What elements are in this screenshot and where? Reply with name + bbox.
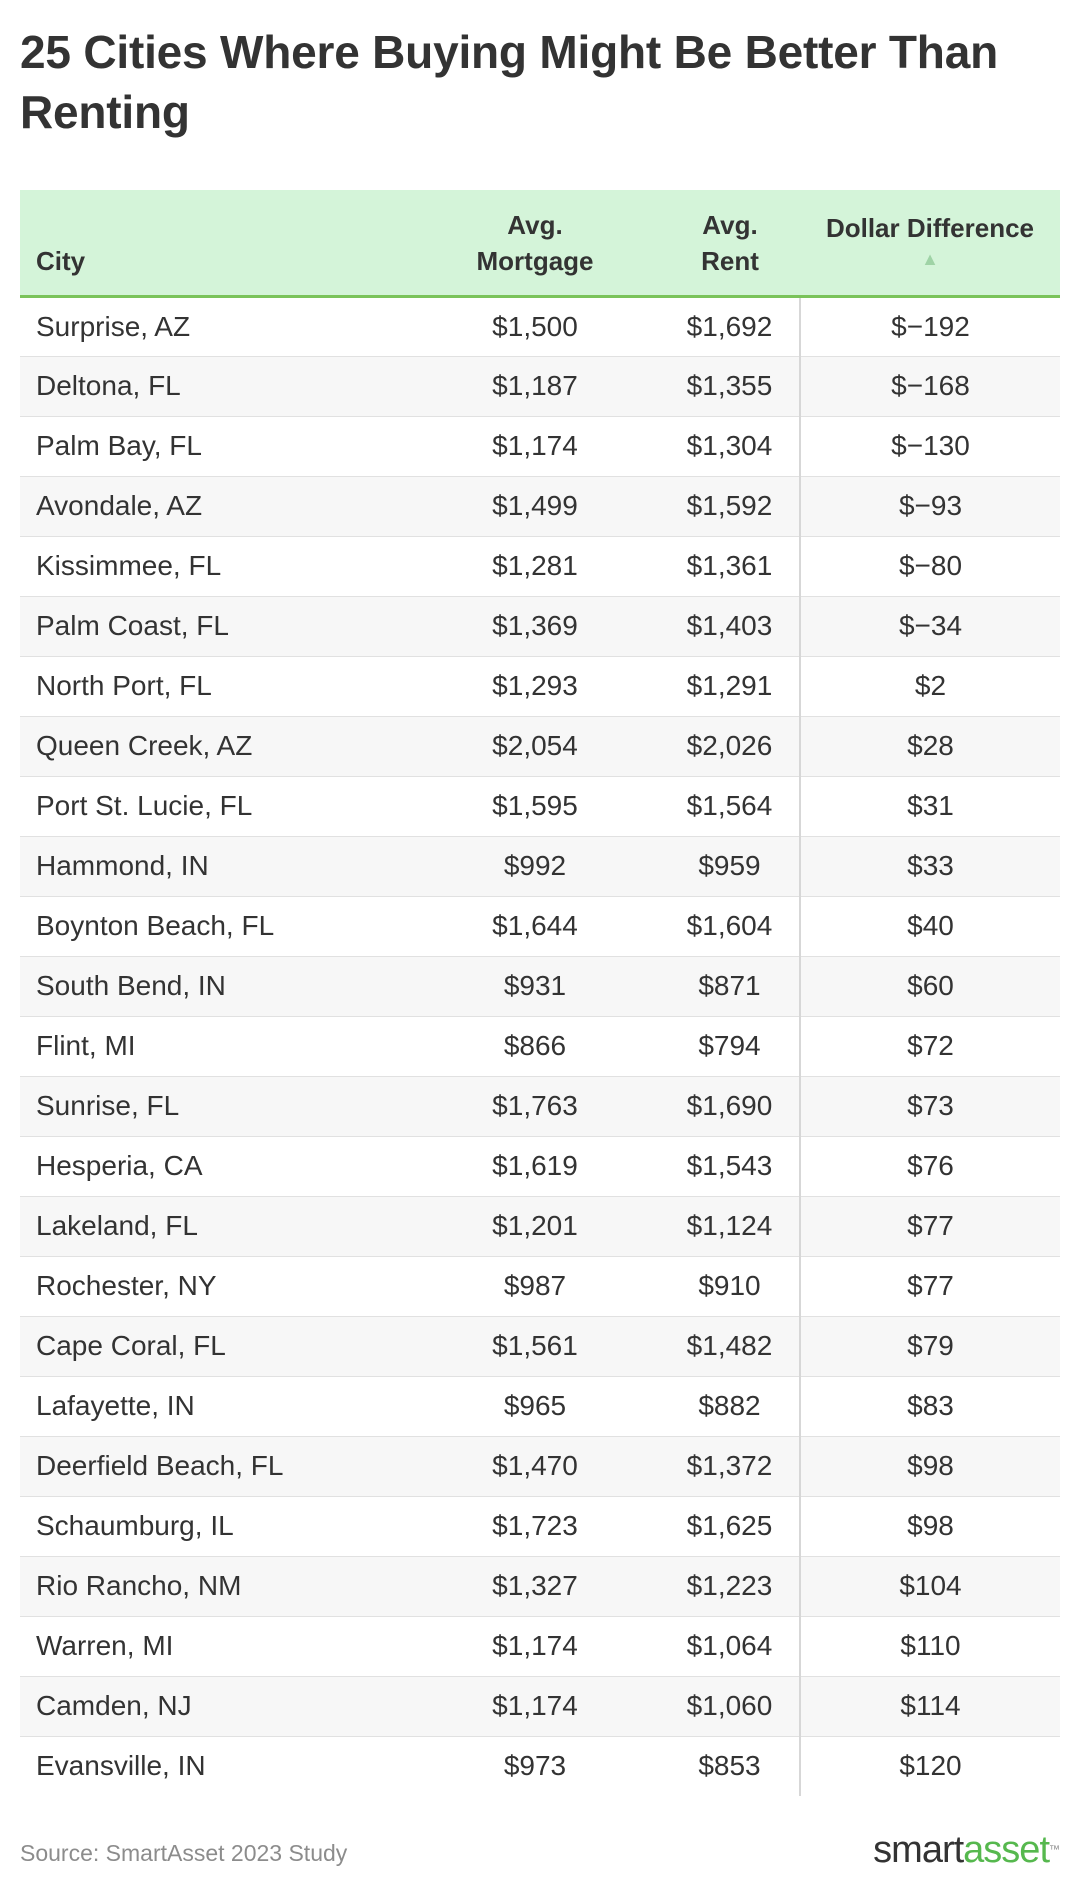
table-row (20, 836, 1060, 896)
cell-avg-mortgage: $987 (410, 1256, 660, 1316)
cell-avg-rent: $1,064 (660, 1616, 800, 1676)
cell-dollar-difference: $−130 (800, 416, 1060, 476)
cell-dollar-difference: $31 (800, 776, 1060, 836)
cell-city: Deerfield Beach, FL (20, 1436, 410, 1496)
cell-city: Palm Coast, FL (20, 596, 410, 656)
smartasset-logo: smartasset™ (873, 1829, 1060, 1871)
cell-city: Schaumburg, IL (20, 1496, 410, 1556)
cell-city: Port St. Lucie, FL (20, 776, 410, 836)
table-row (20, 596, 1060, 656)
cell-avg-mortgage: $1,619 (410, 1136, 660, 1196)
table-row (20, 1496, 1060, 1556)
cell-avg-mortgage: $931 (410, 956, 660, 1016)
column-header-avg-mortgage[interactable] (410, 190, 660, 296)
cell-avg-mortgage: $1,369 (410, 596, 660, 656)
cell-avg-rent: $1,604 (660, 896, 800, 956)
cell-avg-mortgage: $1,723 (410, 1496, 660, 1556)
table-row (20, 656, 1060, 716)
cell-dollar-difference: $104 (800, 1556, 1060, 1616)
cell-dollar-difference: $120 (899, 1750, 962, 1782)
cell-dollar-difference: $60 (800, 956, 1060, 1016)
cell-city: Deltona, FL (20, 356, 410, 416)
cell-dollar-difference: $83 (800, 1376, 1060, 1436)
table-row (20, 416, 1060, 476)
cell-dollar-difference: $76 (800, 1136, 1060, 1196)
cell-dollar-difference: $110 (800, 1616, 1060, 1676)
cell-city: Rochester, NY (20, 1256, 410, 1316)
cell-city: Palm Bay, FL (20, 416, 410, 476)
cell-avg-rent: $871 (660, 956, 800, 1016)
cell-avg-mortgage: $1,201 (410, 1196, 660, 1256)
cell-avg-mortgage: $2,054 (410, 716, 660, 776)
cell-avg-rent: $1,291 (660, 656, 800, 716)
table-row (20, 476, 1060, 536)
chart-title: 25 Cities Where Buying Might Be Better Than Renting (20, 26, 998, 138)
cell-dollar-difference: $77 (800, 1256, 1060, 1316)
cell-avg-rent: $1,355 (660, 356, 800, 416)
table-row (20, 1676, 1060, 1736)
cell-avg-rent: $794 (660, 1016, 800, 1076)
table-row (20, 896, 1060, 956)
cell-avg-mortgage: $1,174 (410, 1676, 660, 1736)
cell-dollar-difference: $2 (800, 656, 1060, 716)
sort-ascending-icon: ▲ (921, 249, 939, 269)
cell-avg-rent: $1,592 (660, 476, 800, 536)
cell-avg-mortgage: $1,174 (410, 416, 660, 476)
cell-city: Evansville, IN (36, 1750, 206, 1782)
cell-avg-rent: $959 (660, 836, 800, 896)
table-row (20, 1436, 1060, 1496)
column-header-label: Avg. (702, 209, 758, 240)
cell-avg-mortgage: $1,595 (410, 776, 660, 836)
table-row (20, 1736, 1060, 1796)
cell-avg-rent: $2,026 (660, 716, 800, 776)
cell-city: North Port, FL (20, 656, 410, 716)
cell-dollar-difference: $79 (800, 1316, 1060, 1376)
cell-city: Rio Rancho, NM (20, 1556, 410, 1616)
cell-avg-mortgage: $1,174 (410, 1616, 660, 1676)
table-row (20, 536, 1060, 596)
cell-dollar-difference: $28 (800, 716, 1060, 776)
column-header-label: Avg. (507, 209, 563, 240)
table-row (20, 1616, 1060, 1676)
cell-avg-rent: $910 (660, 1256, 800, 1316)
table-row (20, 1316, 1060, 1376)
cell-avg-mortgage: $1,187 (410, 356, 660, 416)
cell-dollar-difference: $−93 (800, 476, 1060, 536)
column-header-label: Mortgage (476, 245, 594, 276)
cell-avg-rent: $1,482 (660, 1316, 800, 1376)
cell-city: Sunrise, FL (20, 1076, 410, 1136)
table-row (20, 1256, 1060, 1316)
cell-city: South Bend, IN (20, 956, 410, 1016)
cell-city: Queen Creek, AZ (20, 716, 410, 776)
cell-dollar-difference: $33 (800, 836, 1060, 896)
cell-avg-rent: $882 (660, 1376, 800, 1436)
table-row (20, 356, 1060, 416)
data-table (20, 190, 1060, 1796)
cell-avg-mortgage: $866 (410, 1016, 660, 1076)
cell-avg-rent: $1,403 (660, 596, 800, 656)
cell-avg-rent: $1,543 (660, 1136, 800, 1196)
cell-avg-rent: $1,564 (660, 776, 800, 836)
cell-city: Lakeland, FL (20, 1196, 410, 1256)
table-row (20, 1076, 1060, 1136)
cell-dollar-difference: $77 (800, 1196, 1060, 1256)
cell-city: Kissimmee, FL (20, 536, 410, 596)
cell-avg-mortgage: $1,281 (410, 536, 660, 596)
cell-dollar-difference: $98 (800, 1436, 1060, 1496)
table-row (20, 1196, 1060, 1256)
table-row (20, 296, 1060, 356)
table-row (20, 1016, 1060, 1076)
table-header (20, 190, 1060, 296)
cell-avg-rent: $1,223 (660, 1556, 800, 1616)
cell-city: Avondale, AZ (20, 476, 410, 536)
cell-avg-mortgage: $1,763 (410, 1076, 660, 1136)
table-row (20, 1376, 1060, 1436)
cell-avg-rent: $1,304 (660, 416, 800, 476)
cell-city: Lafayette, IN (20, 1376, 410, 1436)
cell-avg-mortgage: $1,470 (410, 1436, 660, 1496)
cell-avg-mortgage: $973 (503, 1750, 567, 1782)
column-header-label: Rent (701, 245, 759, 276)
cell-avg-rent: $853 (660, 1736, 800, 1796)
table-row (20, 716, 1060, 776)
cell-city: Surprise, AZ (20, 296, 410, 356)
source-note: Source: SmartAsset 2023 Study (20, 1840, 348, 1866)
cell-avg-rent: $1,372 (660, 1436, 800, 1496)
table-row (20, 776, 1060, 836)
cell-avg-rent: $1,692 (660, 296, 800, 356)
cell-dollar-difference: $114 (800, 1676, 1060, 1736)
cell-avg-mortgage: $1,327 (410, 1556, 660, 1616)
cell-city: Cape Coral, FL (20, 1316, 410, 1376)
column-header-city[interactable] (20, 190, 410, 296)
column-header-dollar-difference[interactable] (800, 190, 1060, 296)
cell-avg-mortgage: $1,500 (410, 296, 660, 356)
table-row (20, 1556, 1060, 1616)
cell-city: Hesperia, CA (20, 1136, 410, 1196)
cell-avg-mortgage: $1,293 (410, 656, 660, 716)
column-header-label: City (36, 245, 86, 276)
cell-dollar-difference: $73 (800, 1076, 1060, 1136)
cell-dollar-difference: $−192 (800, 296, 1060, 356)
cell-city: Hammond, IN (20, 836, 410, 896)
cell-dollar-difference: $−168 (800, 356, 1060, 416)
cell-avg-mortgage: $965 (410, 1376, 660, 1436)
cell-dollar-difference: $−80 (800, 536, 1060, 596)
cell-dollar-difference: $40 (800, 896, 1060, 956)
header-row (20, 190, 1060, 296)
table-body (20, 296, 1060, 1796)
cell-city: Camden, NJ (20, 1676, 410, 1736)
cell-avg-rent: $1,124 (660, 1196, 800, 1256)
column-header-label: Dollar Difference (825, 213, 1035, 243)
table-row (20, 1136, 1060, 1196)
cell-dollar-difference: $98 (800, 1496, 1060, 1556)
column-header-avg-rent[interactable] (660, 190, 800, 296)
cell-city: Flint, MI (20, 1016, 410, 1076)
table-row (20, 956, 1060, 1016)
cell-city: Warren, MI (20, 1616, 410, 1676)
cell-dollar-difference: $72 (800, 1016, 1060, 1076)
cell-avg-mortgage: $992 (410, 836, 660, 896)
cell-avg-rent: $1,625 (660, 1496, 800, 1556)
cell-avg-rent: $1,060 (660, 1676, 800, 1736)
cell-avg-mortgage: $1,561 (410, 1316, 660, 1376)
cell-city: Boynton Beach, FL (20, 896, 410, 956)
cell-dollar-difference: $−34 (800, 596, 1060, 656)
cell-avg-mortgage: $1,499 (410, 476, 660, 536)
cell-avg-rent: $1,361 (660, 536, 800, 596)
cell-avg-rent: $1,690 (660, 1076, 800, 1136)
cell-avg-mortgage: $1,644 (410, 896, 660, 956)
